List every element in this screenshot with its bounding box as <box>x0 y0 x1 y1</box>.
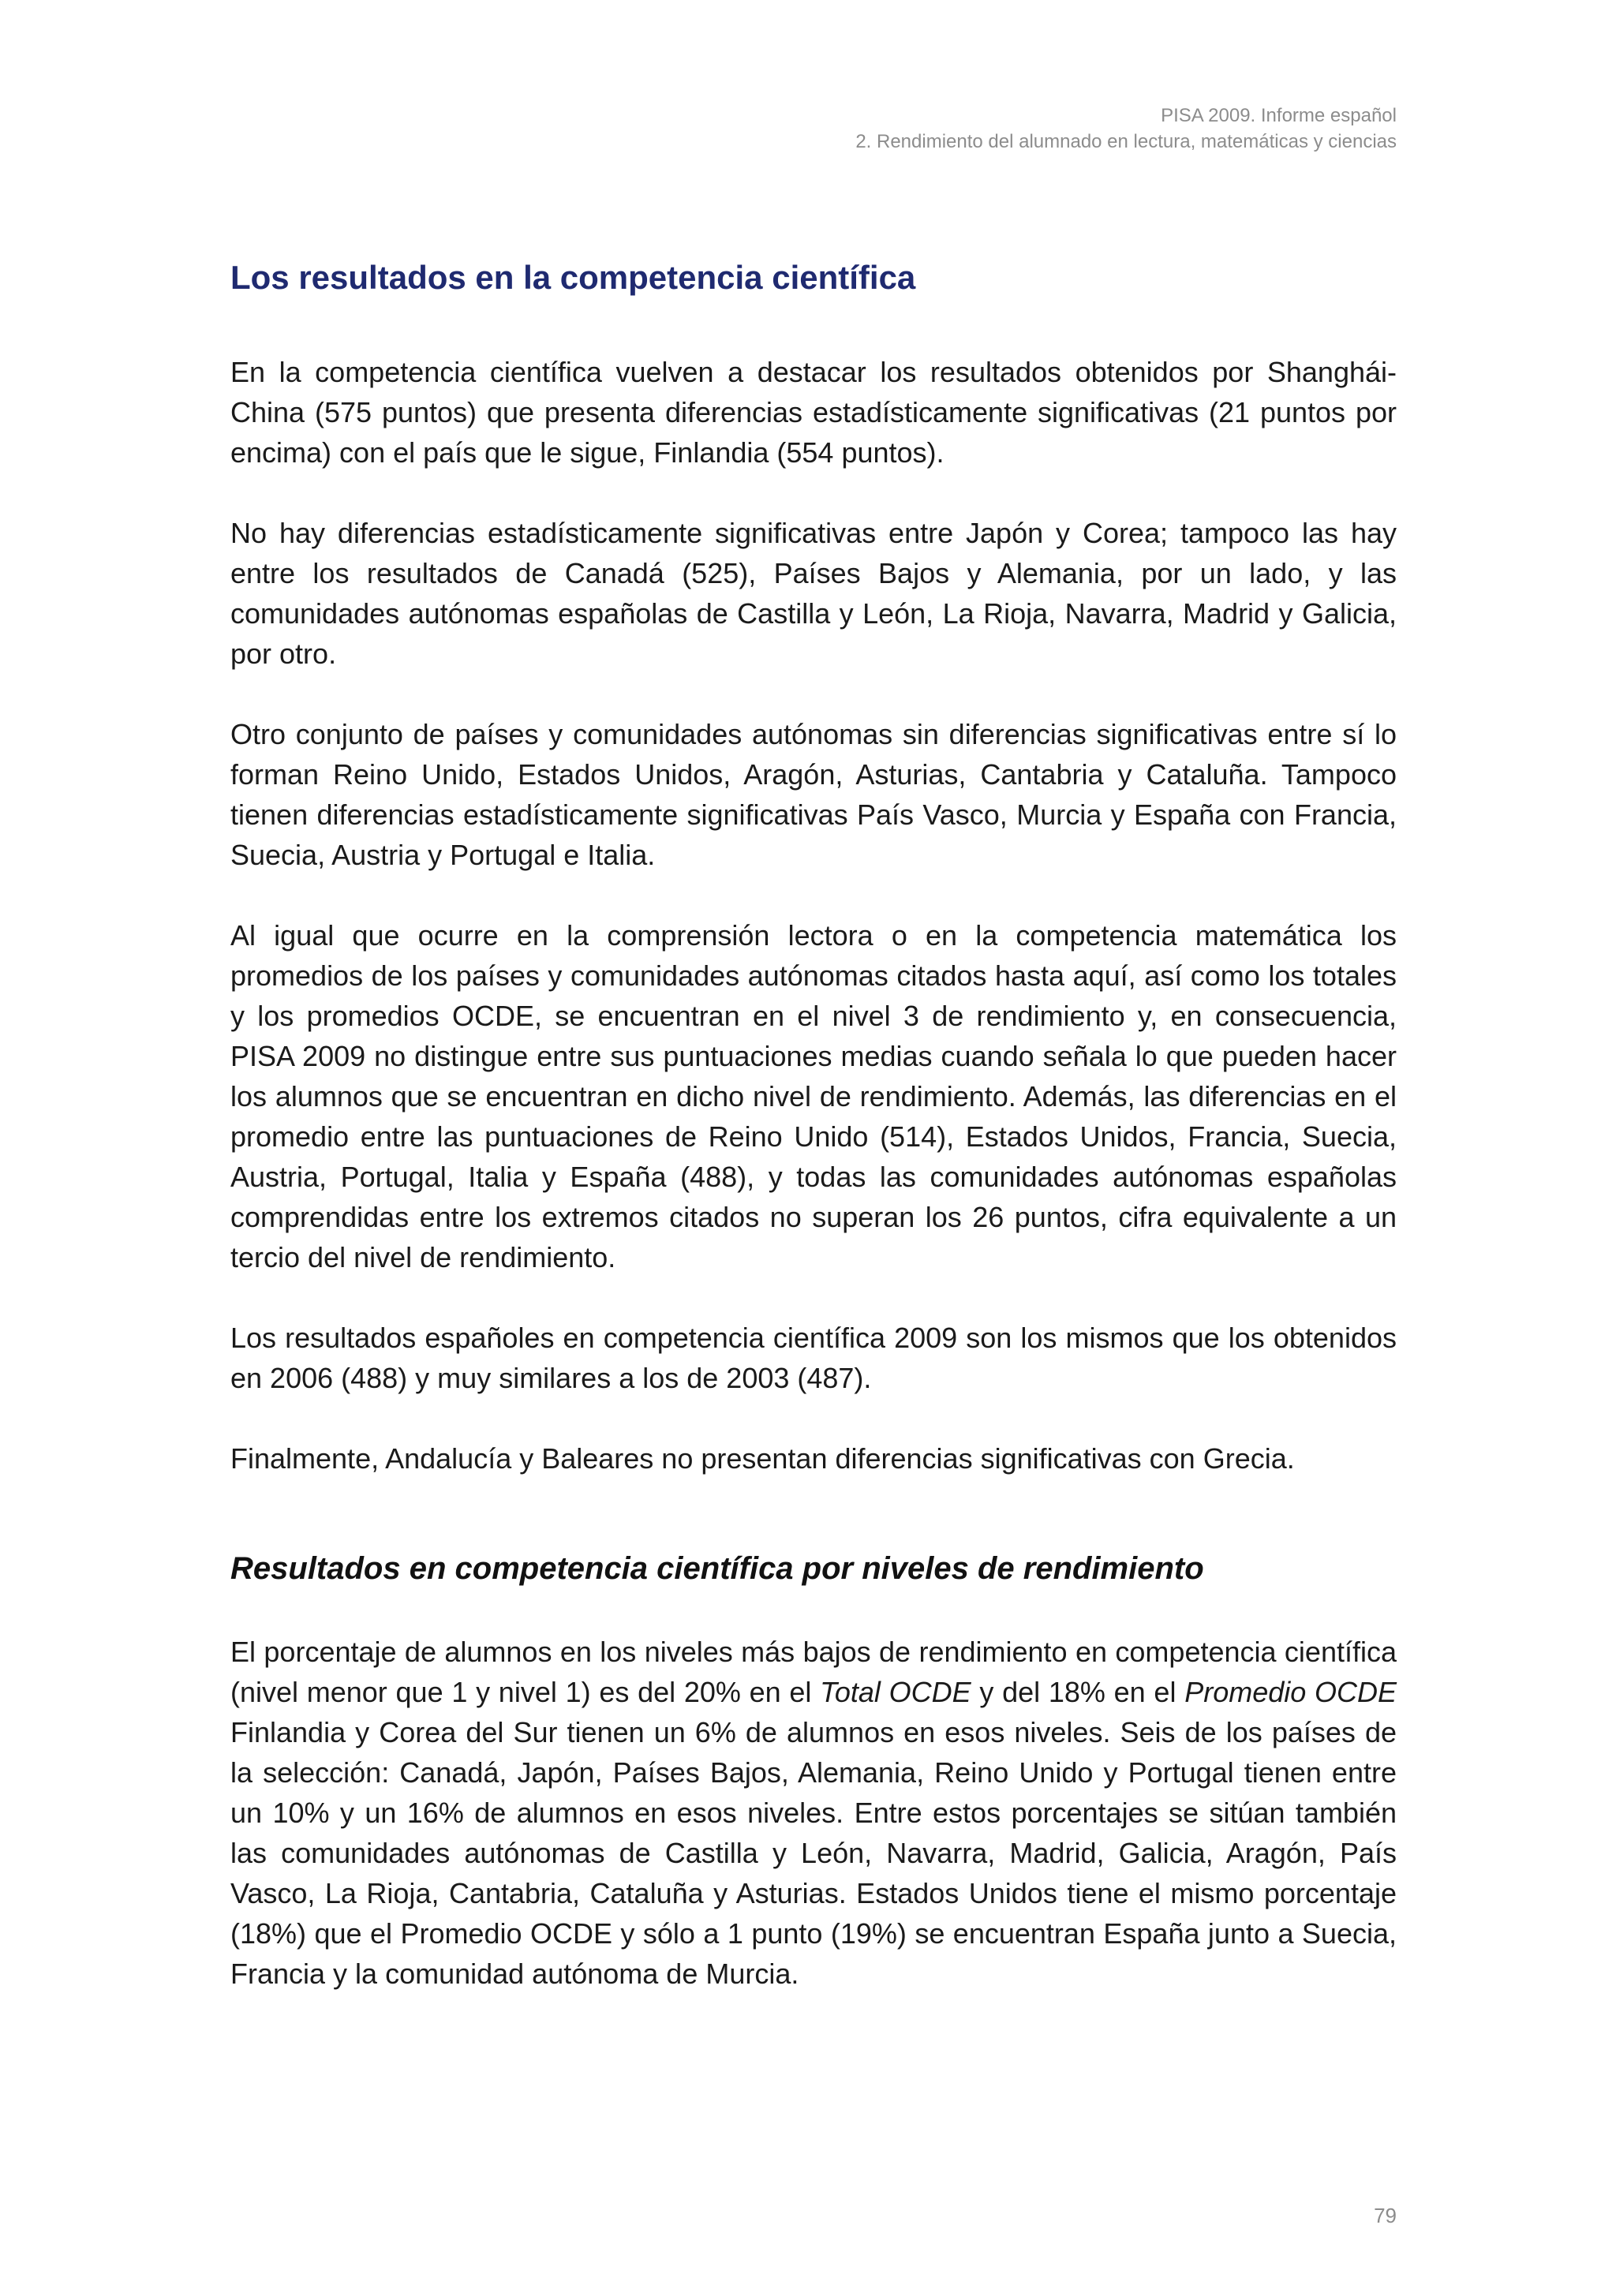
main-content <box>230 254 1397 2034</box>
text-run: Finlandia y Corea del Sur tienen un 6% de alumnos en esos niveles. Seis de los países de la selección: Canadá, Japón, Países Bajos, Alemania, Reino Unido y Portugal tienen entre un 10% y un 16% de alumnos en esos niveles. Entre estos porcentajes se sitúan también las comunidades autónomas de Castilla y León, Navarra, Madrid, Galicia, Aragón, País Vasco, La Rioja, Cantabria, Cataluña y Asturias. Estados Unidos tiene el mismo porcentaje (18%) que el Promedio OCDE y sólo a 1 punto (19%) se encuentran España junto a Suecia, Francia y la comunidad autónoma de Murcia. <box>230 1716 1397 1990</box>
header-report-title: PISA 2009. Informe español <box>1161 105 1397 126</box>
paragraph: No hay diferencias estadísticamente significativas entre Japón y Corea; tampoco las hay entre los resultados de Canadá (525), Países Bajos y Alemania, por un lado, y las comunidades autónomas españolas de Castilla y León, La Rioja, Navarra, Madrid y Galicia, por otro. <box>230 517 1397 670</box>
paragraph: En la competencia científica vuelven a destacar los resultados obtenidos por Shanghái-China (575 puntos) que presenta diferencias estadísticamente significativas (21 puntos por encima) con el país que le sigue, Finlandia (554 puntos). <box>230 356 1397 469</box>
paragraph: Finalmente, Andalucía y Baleares no presentan diferencias significativas con Grecia. <box>230 1442 1295 1475</box>
italic-term-promedio-ocde: Promedio OCDE <box>1184 1676 1397 1708</box>
subsection-title: Resultados en competencia científica por niveles de rendimiento <box>230 1551 1204 1586</box>
header-chapter-title: 2. Rendimiento del alumnado en lectura, matemáticas y ciencias <box>855 131 1397 152</box>
page-number: 79 <box>1374 2204 1397 2227</box>
italic-term-total-ocde: Total OCDE <box>820 1676 971 1708</box>
section-title: Los resultados en la competencia científica <box>230 259 916 296</box>
paragraph: Los resultados españoles en competencia científica 2009 son los mismos que los obtenidos en 2006 (488) y muy similares a los de 2003 (487). <box>230 1322 1397 1394</box>
text-run: y del 18% en el <box>971 1676 1185 1708</box>
text-run: El porcentaje de alumnos en los niveles más bajos de rendimiento en competencia científica (nivel menor que 1 y nivel 1) es del 20% en el <box>230 1636 1397 1708</box>
paragraph-levels <box>230 1632 1397 1994</box>
paragraph: Al igual que ocurre en la comprensión lectora o en la competencia matemática los promedios de los países y comunidades autónomas citados hasta aquí, así como los totales y los promedios OCDE, se encuentran en el nivel 3 de rendimiento y, en consecuencia, PISA 2009 no distingue entre sus puntuaciones medias cuando señala lo que pueden hacer los alumnos que se encuentran en dicho nivel de rendimiento. Además, las diferencias en el promedio entre las puntuaciones de Reino Unido (514), Estados Unidos, Francia, Suecia, Austria, Portugal, Italia y España (488), y todas las comunidades autónomas españolas comprendidas entre los extremos citados no superan los 26 puntos, cifra equivalente a un tercio del nivel de rendimiento. <box>230 919 1397 1273</box>
running-header <box>855 103 1397 155</box>
paragraph: Otro conjunto de países y comunidades autónomas sin diferencias significativas entre sí lo forman Reino Unido, Estados Unidos, Aragón, Asturias, Cantabria y Cataluña. Tampoco tienen diferencias estadísticamente significativas País Vasco, Murcia y España con Francia, Suecia, Austria y Portugal e Italia. <box>230 718 1397 871</box>
